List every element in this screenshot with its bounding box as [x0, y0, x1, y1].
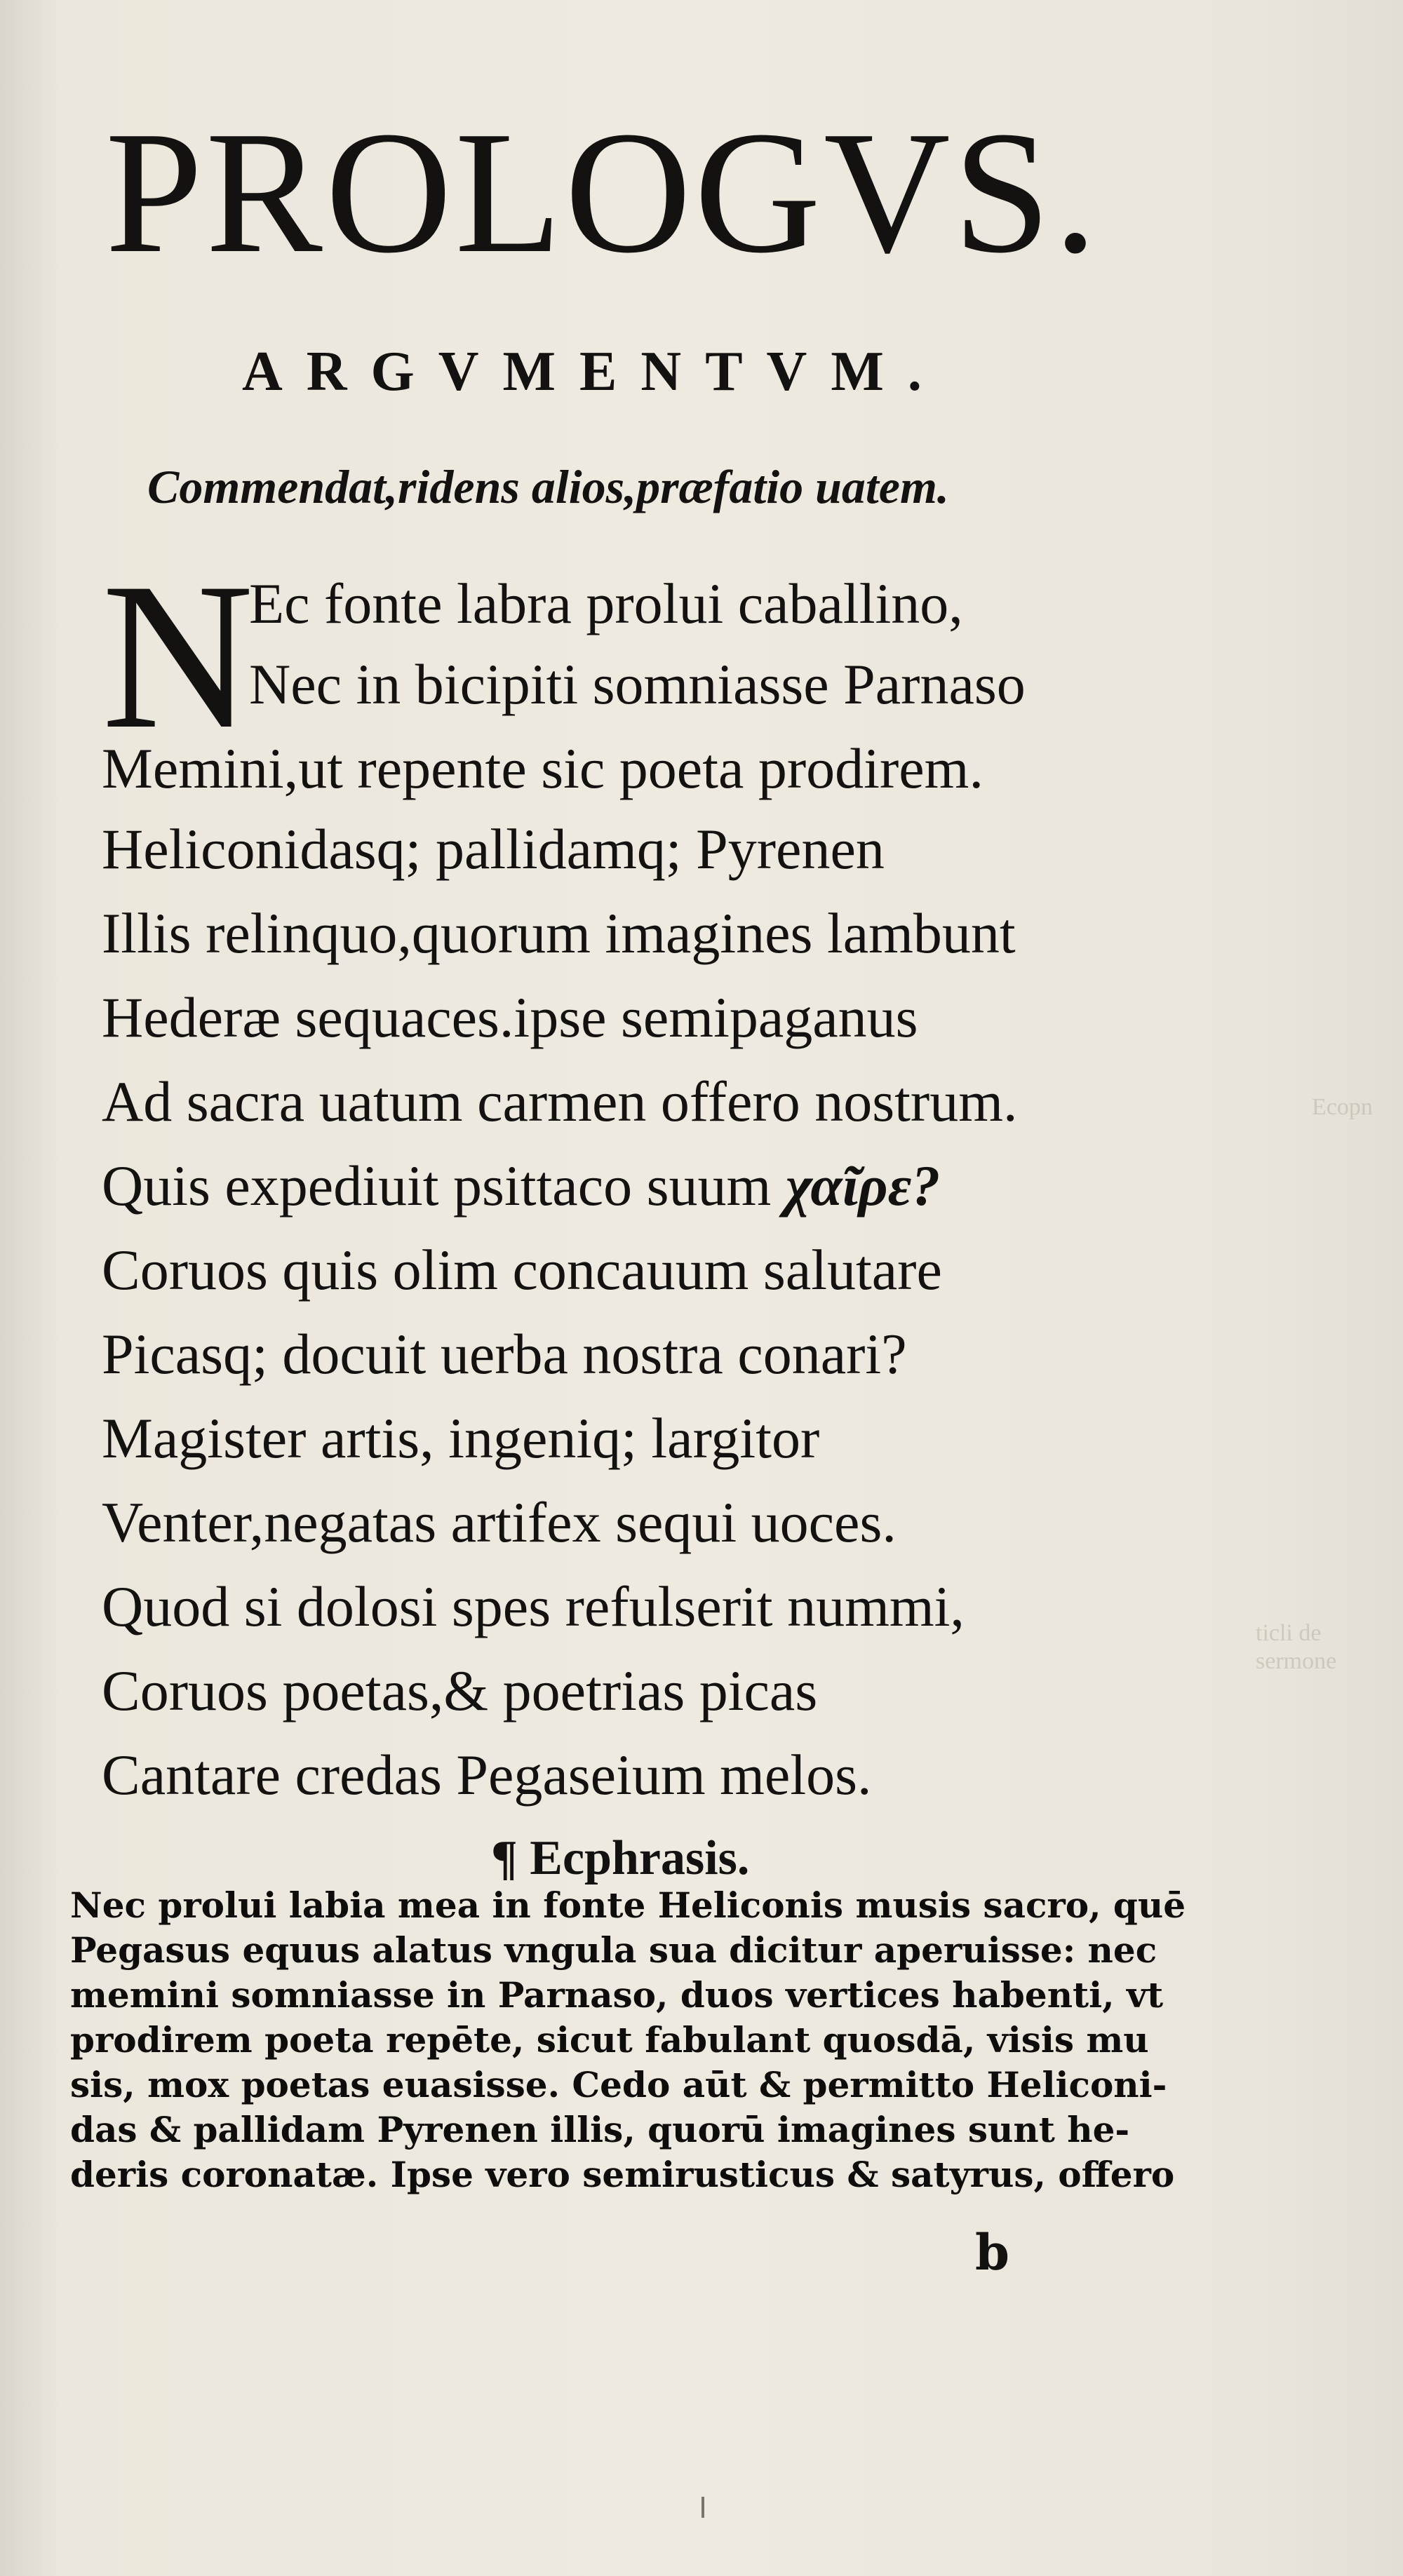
- verse-line-9: Coruos quis olim concauum salutare: [102, 1238, 942, 1302]
- signature-mark: b: [975, 2223, 1009, 2281]
- verse-line-8: [102, 1154, 941, 1218]
- bleed-through-text-3: sermone: [1256, 1648, 1337, 1674]
- verse-line-6: Hederæ sequaces.ipse semipaganus: [102, 985, 918, 1049]
- verse-line-15: Cantare credas Pegaseium melos.: [102, 1743, 872, 1807]
- verse-line-2: Nec in bicipiti somniasse Parnaso: [249, 652, 1026, 716]
- verse-line-3: Memini,ut repente sic poeta prodirem.: [102, 736, 984, 800]
- ekphrasis-prose: [70, 1883, 1186, 2197]
- argumentum-heading: ARGVMENTVM.: [242, 341, 946, 403]
- prose-line-4: prodirem poeta repēte, sicut fabulant quosdā, visis mu: [70, 2019, 1149, 2061]
- verse-line-11: Magister artis, ingeniq; largitor: [102, 1406, 820, 1470]
- verse-line-14: Coruos poetas,& poetrias picas: [102, 1659, 818, 1722]
- prose-line-3: memini somniasse in Parnaso, duos vertices habenti, vt: [70, 1974, 1164, 2016]
- bleed-through-text-2: ticli de: [1256, 1620, 1322, 1646]
- prose-line-5: sis, mox poetas euasisse. Cedo aūt & permitto Heliconi-: [70, 2064, 1167, 2105]
- greek-word: χαῖρε?: [785, 1154, 941, 1218]
- verse-line-8-text: Quis expediuit psittaco suum: [102, 1154, 772, 1218]
- verse-line-10: Picasq; docuit uerba nostra conari?: [102, 1322, 907, 1386]
- bleed-through-text-1: Ecopn: [1312, 1094, 1373, 1120]
- page-title: PROLOGVS.: [105, 95, 1101, 290]
- verse-line-13: Quod si dolosi spes refulserit nummi,: [102, 1574, 965, 1638]
- page-mark: [702, 2497, 704, 2518]
- verse-line-12: Venter,negatas artifex sequi uoces.: [102, 1490, 897, 1554]
- argument-summary: Commendat,ridens alios,præfatio uatem.: [147, 460, 949, 513]
- verse-line-7: Ad sacra uatum carmen offero nostrum.: [102, 1070, 1018, 1133]
- prose-line-1: Nec prolui labia mea in fonte Heliconis musis sacro, quē: [70, 1884, 1186, 1926]
- prose-line-2: Pegasus equus alatus vngula sua dicitur aperuisse: nec: [70, 1929, 1157, 1971]
- prose-line-6: das & pallidam Pyrenen illis, quorū imagines sunt he-: [70, 2109, 1130, 2150]
- verse-line-1: Ec fonte labra prolui caballino,: [249, 572, 963, 635]
- verse-line-4: Heliconidasq; pallidamq; Pyrenen: [102, 817, 885, 881]
- drop-cap: N: [102, 539, 254, 772]
- ekphrasis-heading: ¶ Ecphrasis.: [491, 1831, 750, 1885]
- verse-line-5: Illis relinquo,quorum imagines lambunt: [102, 901, 1016, 965]
- prose-line-7: deris coronatæ. Ipse vero semirusticus & satyrus, offero: [70, 2154, 1175, 2195]
